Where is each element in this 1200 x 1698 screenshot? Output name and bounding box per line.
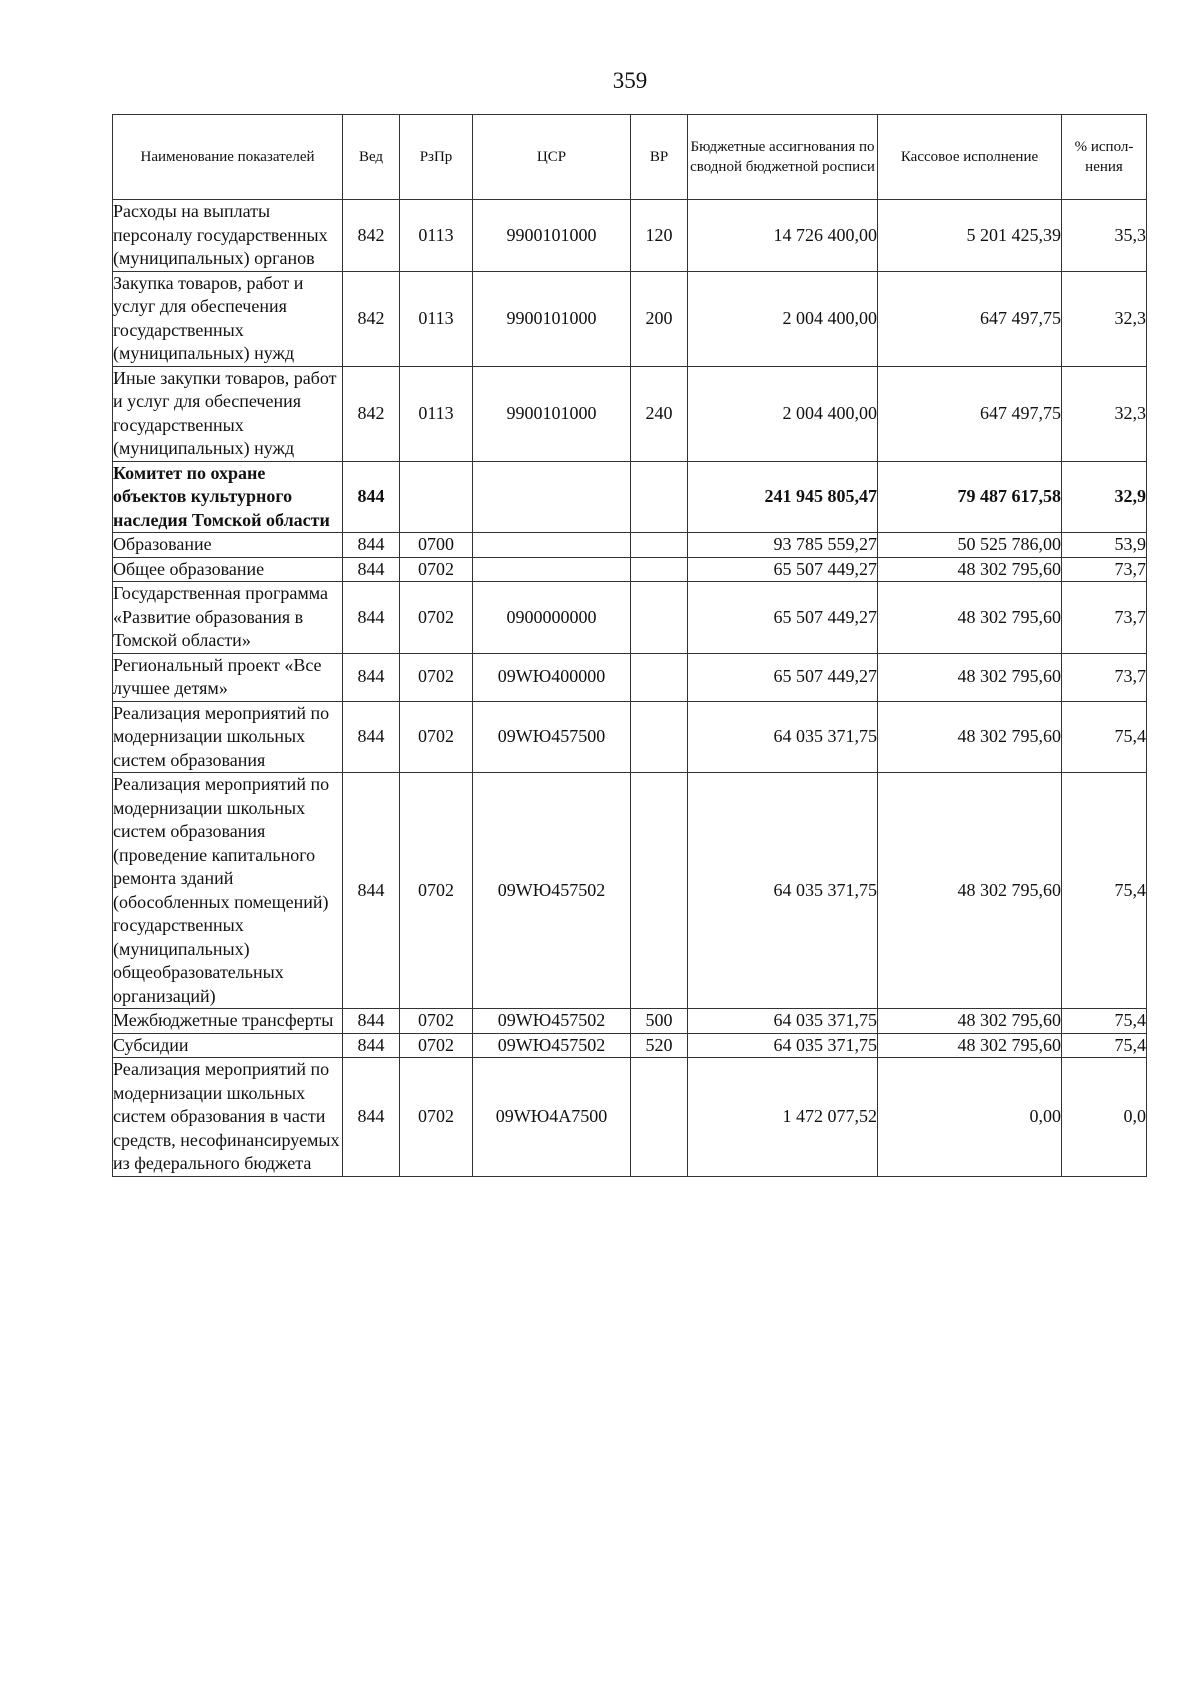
cell-pct: 32,3 [1062,366,1147,461]
cell-cash: 48 302 795,60 [878,773,1062,1009]
cell-csr: 09WЮ457502 [473,773,631,1009]
cell-rzpr: 0702 [400,1058,473,1177]
cell-name: Реализация мероприятий по модернизации школьных систем образования в части средств, несофинансируемых из федерального бюджета [113,1058,343,1177]
cell-ved: 844 [343,653,400,701]
cell-rzpr: 0113 [400,366,473,461]
table-row [113,582,1147,654]
cell-budget: 65 507 449,27 [688,582,878,654]
table-row [113,1058,1147,1177]
cell-ved: 844 [343,1058,400,1177]
table-row [113,366,1147,461]
cell-budget: 64 035 371,75 [688,1033,878,1058]
cell-ved: 842 [343,200,400,272]
cell-budget: 14 726 400,00 [688,200,878,272]
cell-pct: 75,4 [1062,1033,1147,1058]
cell-csr: 9900101000 [473,200,631,272]
cell-vr [631,773,688,1009]
cell-ved: 844 [343,701,400,773]
cell-name: Государственная программа «Развитие образования в Томской области» [113,582,343,654]
header-name: Наименование показателей [113,115,343,200]
cell-csr [473,461,631,533]
cell-cash: 48 302 795,60 [878,557,1062,582]
cell-vr [631,533,688,558]
cell-pct: 35,3 [1062,200,1147,272]
cell-cash: 48 302 795,60 [878,1009,1062,1034]
header-ved: Вед [343,115,400,200]
page-number: 359 [612,68,648,93]
cell-cash: 48 302 795,60 [878,701,1062,773]
cell-csr: 09WЮ457502 [473,1033,631,1058]
cell-pct: 75,4 [1062,701,1147,773]
cell-rzpr: 0702 [400,1009,473,1034]
table-row [113,1033,1147,1058]
cell-budget: 65 507 449,27 [688,557,878,582]
cell-rzpr [400,461,473,533]
cell-csr: 9900101000 [473,366,631,461]
header-vr: ВР [631,115,688,200]
table-row [113,533,1147,558]
table-row [113,701,1147,773]
cell-rzpr: 0700 [400,533,473,558]
cell-vr: 200 [631,271,688,366]
cell-name: Субсидии [113,1033,343,1058]
cell-budget: 241 945 805,47 [688,461,878,533]
cell-cash: 48 302 795,60 [878,582,1062,654]
table-row [113,200,1147,272]
cell-ved: 844 [343,1009,400,1034]
cell-ved: 844 [343,461,400,533]
cell-csr: 09WЮ457500 [473,701,631,773]
cell-name: Комитет по охране объектов культурного наследия Томской области [113,461,343,533]
cell-cash: 48 302 795,60 [878,1033,1062,1058]
cell-name: Региональный проект «Все лучшее детям» [113,653,343,701]
table-row [113,773,1147,1009]
cell-vr: 120 [631,200,688,272]
cell-pct: 73,7 [1062,653,1147,701]
cell-pct: 75,4 [1062,1009,1147,1034]
cell-cash: 0,00 [878,1058,1062,1177]
cell-vr [631,653,688,701]
cell-cash: 50 525 786,00 [878,533,1062,558]
cell-cash: 5 201 425,39 [878,200,1062,272]
cell-budget: 64 035 371,75 [688,773,878,1009]
cell-rzpr: 0702 [400,557,473,582]
cell-budget: 64 035 371,75 [688,1009,878,1034]
cell-csr: 9900101000 [473,271,631,366]
cell-budget: 2 004 400,00 [688,366,878,461]
table-row [113,1009,1147,1034]
cell-pct: 75,4 [1062,773,1147,1009]
cell-budget: 64 035 371,75 [688,701,878,773]
cell-csr: 0900000000 [473,582,631,654]
cell-cash: 647 497,75 [878,366,1062,461]
cell-ved: 842 [343,366,400,461]
cell-budget: 65 507 449,27 [688,653,878,701]
cell-csr: 09WЮ400000 [473,653,631,701]
cell-budget: 93 785 559,27 [688,533,878,558]
cell-name: Межбюджетные трансферты [113,1009,343,1034]
cell-vr: 500 [631,1009,688,1034]
cell-vr: 240 [631,366,688,461]
cell-pct: 0,0 [1062,1058,1147,1177]
cell-cash: 647 497,75 [878,271,1062,366]
cell-name: Иные закупки товаров, работ и услуг для обеспечения государственных (муниципальных) нужд [113,366,343,461]
cell-name: Образование [113,533,343,558]
table-row [113,653,1147,701]
header-cash: Кассовое исполнение [878,115,1062,200]
table-row [113,557,1147,582]
cell-vr [631,1058,688,1177]
header-csr: ЦСР [473,115,631,200]
cell-pct: 73,7 [1062,582,1147,654]
cell-name: Реализация мероприятий по модернизации школьных систем образования (проведение капитального ремонта зданий (обособленных помещений) государственных (муниципальных) общеобразовательных организаций) [113,773,343,1009]
cell-rzpr: 0702 [400,1033,473,1058]
cell-rzpr: 0702 [400,653,473,701]
cell-budget: 1 472 077,52 [688,1058,878,1177]
cell-ved: 844 [343,1033,400,1058]
cell-name: Общее образование [113,557,343,582]
cell-pct: 53,9 [1062,533,1147,558]
cell-vr [631,557,688,582]
cell-vr [631,701,688,773]
cell-csr [473,557,631,582]
header-pct: % испол-нения [1062,115,1147,200]
cell-rzpr: 0702 [400,773,473,1009]
cell-vr [631,461,688,533]
cell-rzpr: 0702 [400,582,473,654]
table-row [113,271,1147,366]
cell-name: Закупка товаров, работ и услуг для обеспечения государственных (муниципальных) нужд [113,271,343,366]
cell-name: Реализация мероприятий по модернизации школьных систем образования [113,701,343,773]
cell-ved: 844 [343,533,400,558]
cell-pct: 32,9 [1062,461,1147,533]
cell-cash: 48 302 795,60 [878,653,1062,701]
cell-csr [473,533,631,558]
cell-vr [631,582,688,654]
header-budget: Бюджетные ассигнования по сводной бюджетной росписи [688,115,878,200]
cell-cash: 79 487 617,58 [878,461,1062,533]
cell-rzpr: 0113 [400,200,473,272]
cell-rzpr: 0113 [400,271,473,366]
cell-csr: 09WЮ4А7500 [473,1058,631,1177]
table-header-row [113,115,1147,200]
cell-ved: 844 [343,773,400,1009]
header-rzpr: РзПр [400,115,473,200]
cell-ved: 842 [343,271,400,366]
cell-vr: 520 [631,1033,688,1058]
cell-ved: 844 [343,557,400,582]
cell-name: Расходы на выплаты персоналу государственных (муниципальных) органов [113,200,343,272]
cell-ved: 844 [343,582,400,654]
cell-rzpr: 0702 [400,701,473,773]
budget-table [112,114,1147,1177]
cell-csr: 09WЮ457502 [473,1009,631,1034]
table-row-total [113,461,1147,533]
cell-pct: 73,7 [1062,557,1147,582]
cell-budget: 2 004 400,00 [688,271,878,366]
cell-pct: 32,3 [1062,271,1147,366]
